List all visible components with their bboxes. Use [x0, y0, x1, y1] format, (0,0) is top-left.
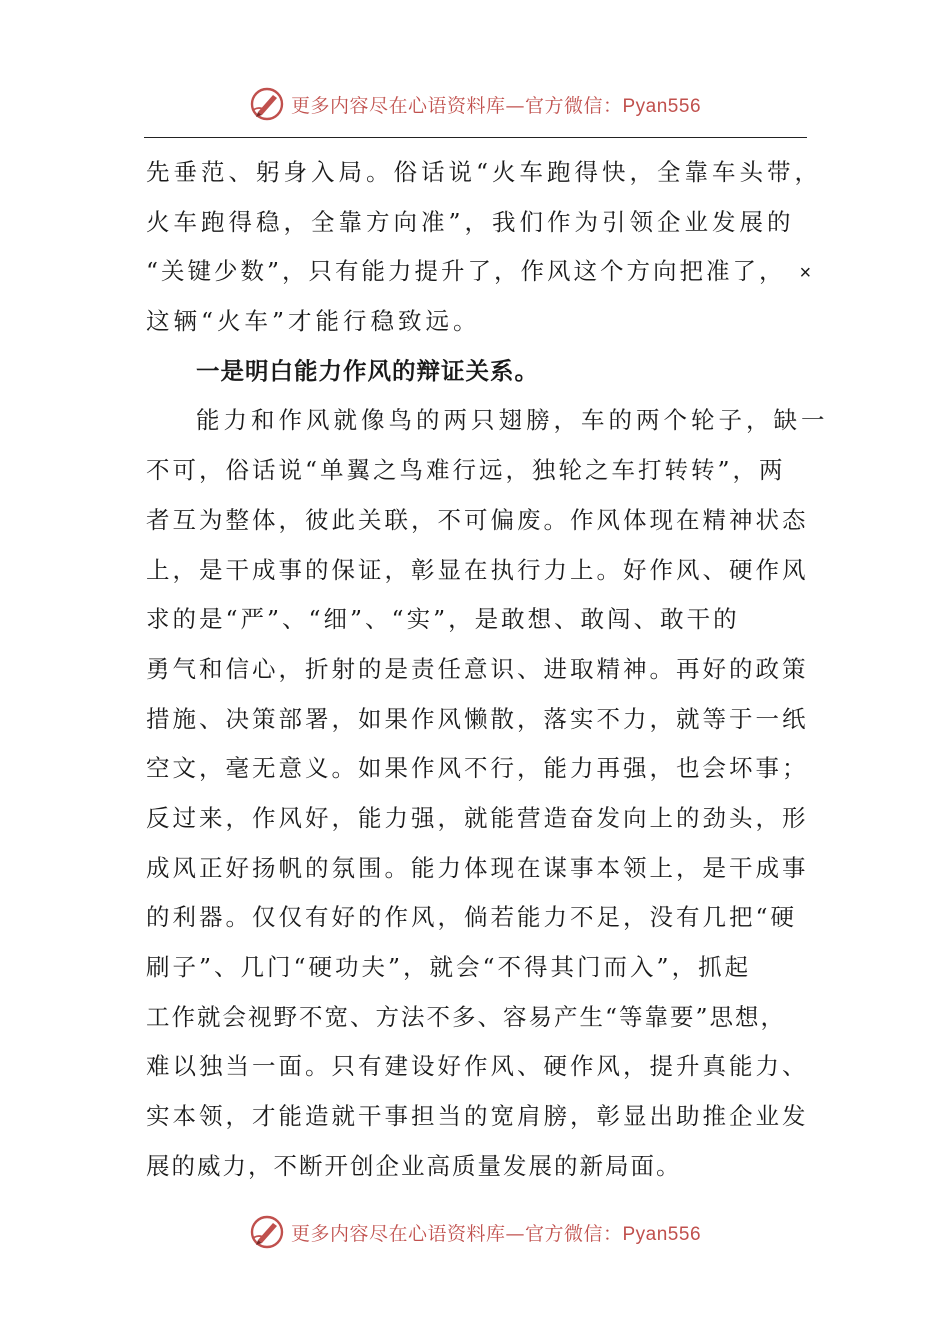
text-line: 难以独当一面。只有建设好作风、硬作风，提升真能力、	[146, 1052, 809, 1081]
text-line: 求的是“严”、“细”、“实”，是敢想、敢闯、敢干的	[146, 605, 740, 634]
pen-logo-icon	[249, 86, 285, 122]
text-line: 空文，毫无意义。如果作风不行，能力再强，也会坏事；	[146, 754, 809, 783]
text-line: 上，是干成事的保证，彰显在执行力上。好作风、硬作风	[146, 555, 809, 584]
text-line: 工作就会视野不宽、方法不多、容易产生“等靠要”思想，	[146, 1002, 787, 1031]
text-line: 成风正好扬帆的氛围。能力体现在谋事本领上，是干成事	[146, 853, 809, 882]
header-banner	[0, 84, 950, 124]
text-line: “关键少数”，只有能力提升了，作风这个方向把准了， ×	[146, 257, 815, 286]
text-line: 实本领，才能造就干事担当的宽肩膀，彰显出助推企业发	[146, 1102, 809, 1131]
text-line: 能力和作风就像鸟的两只翅膀，车的两个轮子，缺一	[196, 406, 829, 435]
header-wechat-id: Pyan556	[622, 95, 702, 117]
text-line: 这辆“火车”才能行稳致远。	[146, 307, 481, 336]
text-line: 反过来，作风好，能力强，就能营造奋发向上的劲头，形	[146, 803, 809, 832]
section-heading: 一是明白能力作风的辩证关系。	[196, 356, 539, 385]
text-line: 措施、决策部署，如果作风懒散，落实不力，就等于一纸	[146, 704, 809, 733]
text-line: 者互为整体，彼此关联，不可偏废。作风体现在精神状态	[146, 505, 809, 534]
text-line: 先垂范、躬身入局。俗话说“火车跑得快，全靠车头带，	[146, 158, 823, 186]
text-line: 展的威力，不断开创企业高质量发展的新局面。	[146, 1151, 682, 1180]
text-line: 的利器。仅仅有好的作风，倘若能力不足，没有几把“硬	[146, 903, 798, 932]
document-body	[146, 148, 829, 1191]
close-mark-icon: ×	[799, 262, 815, 285]
header-divider	[144, 137, 807, 138]
header-banner-text: 更多内容尽在心语资料库—官方微信：Pyan556	[290, 94, 702, 117]
footer-banner-text: 更多内容尽在心语资料库—官方微信：Pyan556	[290, 1222, 702, 1245]
footer-banner	[0, 1212, 950, 1252]
text-line: 刷子”、几门“硬功夫”，就会“不得其门而入”，抓起	[146, 953, 752, 981]
footer-wechat-id: Pyan556	[622, 1223, 702, 1245]
text-line: 火车跑得稳，全靠方向准”，我们作为引领企业发展的	[146, 207, 795, 236]
text-line: 勇气和信心，折射的是责任意识、进取精神。再好的政策	[146, 654, 809, 683]
pen-logo-icon	[249, 1214, 285, 1250]
text-line: 不可，俗话说“单翼之鸟难行远，独轮之车打转转”，两	[146, 456, 786, 485]
